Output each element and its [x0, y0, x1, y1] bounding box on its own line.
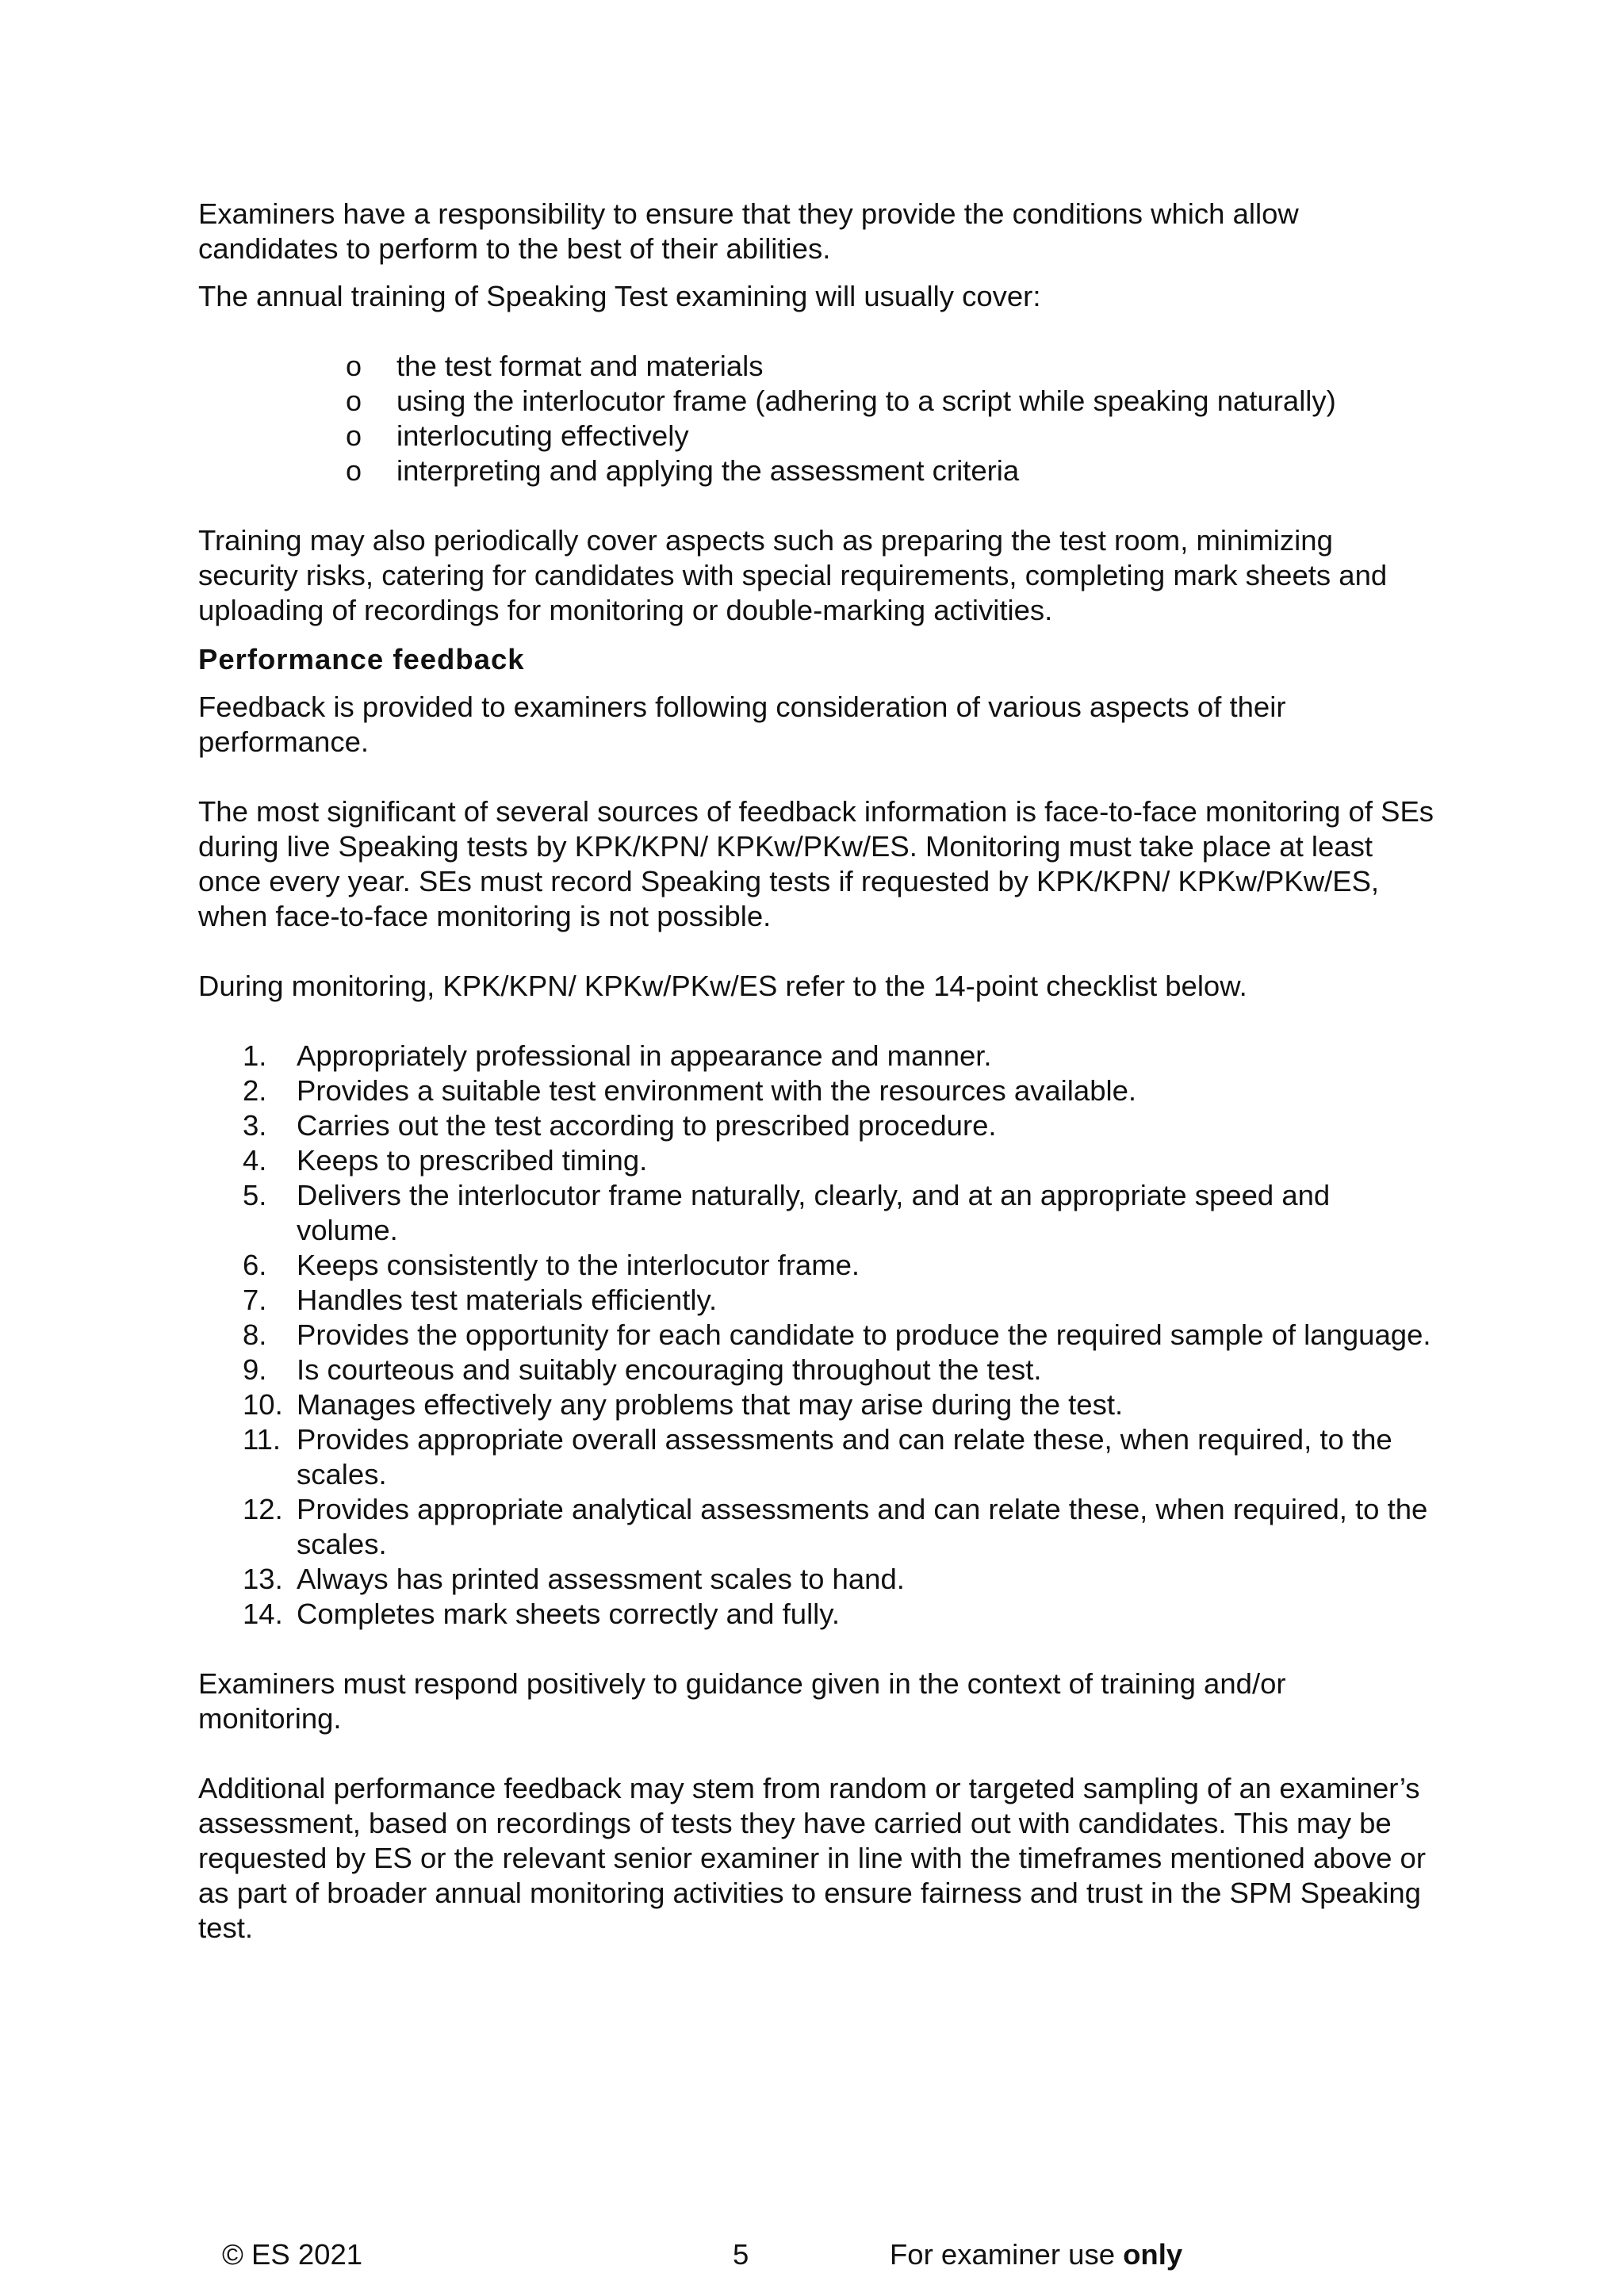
list-item: 11. Provides appropriate overall assessments and can relate these, when required, to the scales. [243, 1423, 1392, 1490]
section-heading: Performance feedback [198, 643, 525, 675]
list-item: 2. Provides a suitable test environment with the resources available. [243, 1074, 1137, 1107]
monitoring-checklist [198, 1039, 1435, 1632]
list-item: o the test format and materials [346, 350, 764, 382]
list-item: 6. Keeps consistently to the interlocutor frame. [243, 1249, 860, 1281]
document-page [198, 197, 1435, 1946]
list-item: 14. Completes mark sheets correctly and fully. [243, 1598, 840, 1630]
list-item: 8. Provides the opportunity for each candidate to produce the required sample of language. [243, 1318, 1431, 1351]
list-item: 1. Appropriately professional in appearance and manner. [243, 1039, 992, 1072]
bullet-icon: o [346, 454, 362, 487]
page-number: 5 [733, 2238, 749, 2271]
feedback-paragraph-5: Additional performance feedback may stem from random or targeted sampling of an examiner’s assessment, based on recordings of tests they have carried out with candidates. This may be requested by ES or the relevant senior examiner in line with the timeframes mentioned above or as part of broader annual monitoring activities to ensure fairness and trust in the SPM Speaking test. [198, 1772, 1427, 1944]
usage-notice: For examiner use only [890, 2238, 1183, 2271]
list-item: o interlocuting effectively [346, 419, 689, 452]
list-item: 12. Provides appropriate analytical assessments and can relate these, when required, to the scales. [243, 1493, 1428, 1560]
list-item: 9. Is courteous and suitably encouraging throughout the test. [243, 1353, 1042, 1386]
bullet-icon: o [346, 350, 362, 382]
list-item: 5. Delivers the interlocutor frame naturally, clearly, and at an appropriate speed and volume. [243, 1179, 1331, 1246]
list-item: 10. Manages effectively any problems that may arise during the test. [243, 1388, 1124, 1421]
list-item: 3. Carries out the test according to prescribed procedure. [243, 1109, 997, 1142]
list-item: 4. Keeps to prescribed timing. [243, 1144, 648, 1177]
feedback-paragraph-4: Examiners must respond positively to guidance given in the context of training and/or monitoring. [198, 1667, 1286, 1735]
intro-paragraph-1: Examiners have a responsibility to ensure that they provide the conditions which allow candidates to perform to the best of their abilities. [198, 197, 1299, 265]
intro-paragraph-2: The annual training of Speaking Test examining will usually cover: [198, 280, 1041, 312]
list-item: 13. Always has printed assessment scales to hand. [243, 1563, 905, 1595]
copyright-notice: © ES 2021 [222, 2238, 363, 2271]
list-item: 7. Handles test materials efficiently. [243, 1284, 718, 1316]
list-item: o using the interlocutor frame (adhering to a script while speaking naturally) [346, 385, 1336, 417]
feedback-paragraph-3: During monitoring, KPK/KPN/ KPKw/PKw/ES refer to the 14-point checklist below. [198, 970, 1247, 1002]
bullet-icon: o [346, 385, 362, 417]
bullet-icon: o [346, 419, 362, 452]
training-topics-list [198, 349, 1435, 488]
intro-paragraph-3: Training may also periodically cover aspects such as preparing the test room, minimizing security risks, catering for candidates with special requirements, completing mark sheets and uploading of recordings for monitoring or double-marking activities. [198, 524, 1388, 626]
feedback-paragraph-2: The most significant of several sources of feedback information is face-to-face monitoring of SEs during live Speaking tests by KPK/KPN/ KPKw/PKw/ES. Monitoring must take place at least once every year. SEs must record Speaking tests if requested by KPK/KPN/ KPKw/PKw/ES, when face-to-face monitoring is not possible. [198, 795, 1434, 932]
list-item: o interpreting and applying the assessment criteria [346, 454, 1020, 487]
feedback-paragraph-1: Feedback is provided to examiners following consideration of various aspects of their performance. [198, 691, 1286, 758]
